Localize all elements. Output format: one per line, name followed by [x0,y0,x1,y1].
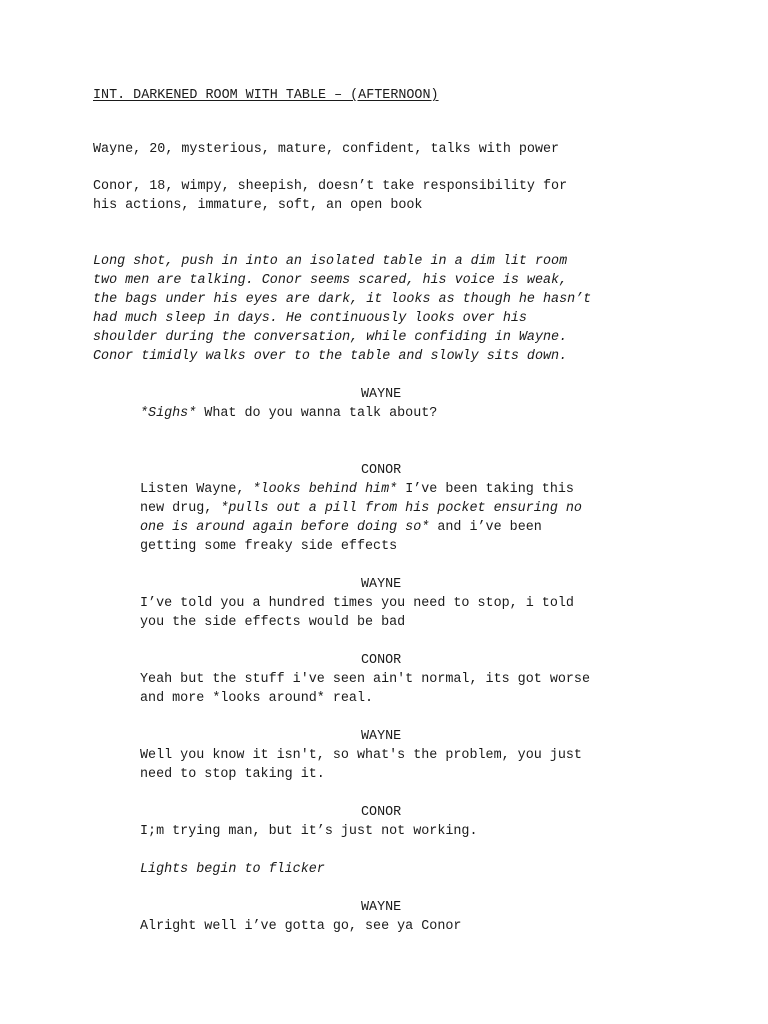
dialogue-text: new drug, [140,501,221,516]
character-name: CONOR [361,653,402,668]
action-line: shoulder during the conversation, while confiding in Wayne. [93,330,568,345]
dialogue-line [140,404,437,423]
character-name: WAYNE [361,387,402,402]
parenthetical: *Sighs* [140,406,197,421]
dialogue-line [140,499,582,518]
action-line: two men are talking. Conor seems scared, his voice is weak, [93,273,568,288]
action-text: Lights begin to flicker [140,862,325,877]
dialogue-line: Alright well i’ve gotta go, see ya Conor [140,919,462,934]
character-name: WAYNE [361,577,402,592]
character-intro-conor: his actions, immature, soft, an open book [93,198,423,213]
action-line: Conor timidly walks over to the table and slowly sits down. [93,349,568,364]
character-name: CONOR [361,463,402,478]
dialogue-line: and more *looks around* real. [140,691,374,706]
dialogue-line [140,518,542,537]
parenthetical: one is around again before doing so* [140,520,430,535]
dialogue-line [140,480,574,499]
action-line: the bags under his eyes are dark, it looks as though he hasn’t [93,292,592,307]
scene-heading: INT. DARKENED ROOM WITH TABLE – (AFTERNOON) [93,88,439,103]
parenthetical: *pulls out a pill from his pocket ensuring no [220,501,582,516]
dialogue-line: Yeah but the stuff i've seen ain't normal, its got worse [140,672,590,687]
dialogue-line: getting some freaky side effects [140,539,398,554]
dialogue-line: Well you know it isn't, so what's the problem, you just [140,748,582,763]
dialogue-text: Listen Wayne, [140,482,253,497]
dialogue-text: What do you wanna talk about? [196,406,438,421]
dialogue-text: I’ve been taking this [397,482,574,497]
dialogue-line: I;m trying man, but it’s just not working. [140,824,478,839]
dialogue-line: you the side effects would be bad [140,615,406,630]
dialogue-line: need to stop taking it. [140,767,325,782]
character-intro-wayne: Wayne, 20, mysterious, mature, confident, talks with power [93,142,560,157]
action-line [140,860,325,879]
character-name: CONOR [361,805,402,820]
character-intro-conor: Conor, 18, wimpy, sheepish, doesn’t take responsibility for [93,179,568,194]
action-line: had much sleep in days. He continuously looks over his [93,311,527,326]
parenthetical: *looks behind him* [252,482,398,497]
character-name: WAYNE [361,729,402,744]
action-line: Long shot, push in into an isolated table in a dim lit room [93,254,568,269]
character-name: WAYNE [361,900,402,915]
dialogue-line: I’ve told you a hundred times you need to stop, i told [140,596,574,611]
dialogue-text: and i’ve been [429,520,542,535]
